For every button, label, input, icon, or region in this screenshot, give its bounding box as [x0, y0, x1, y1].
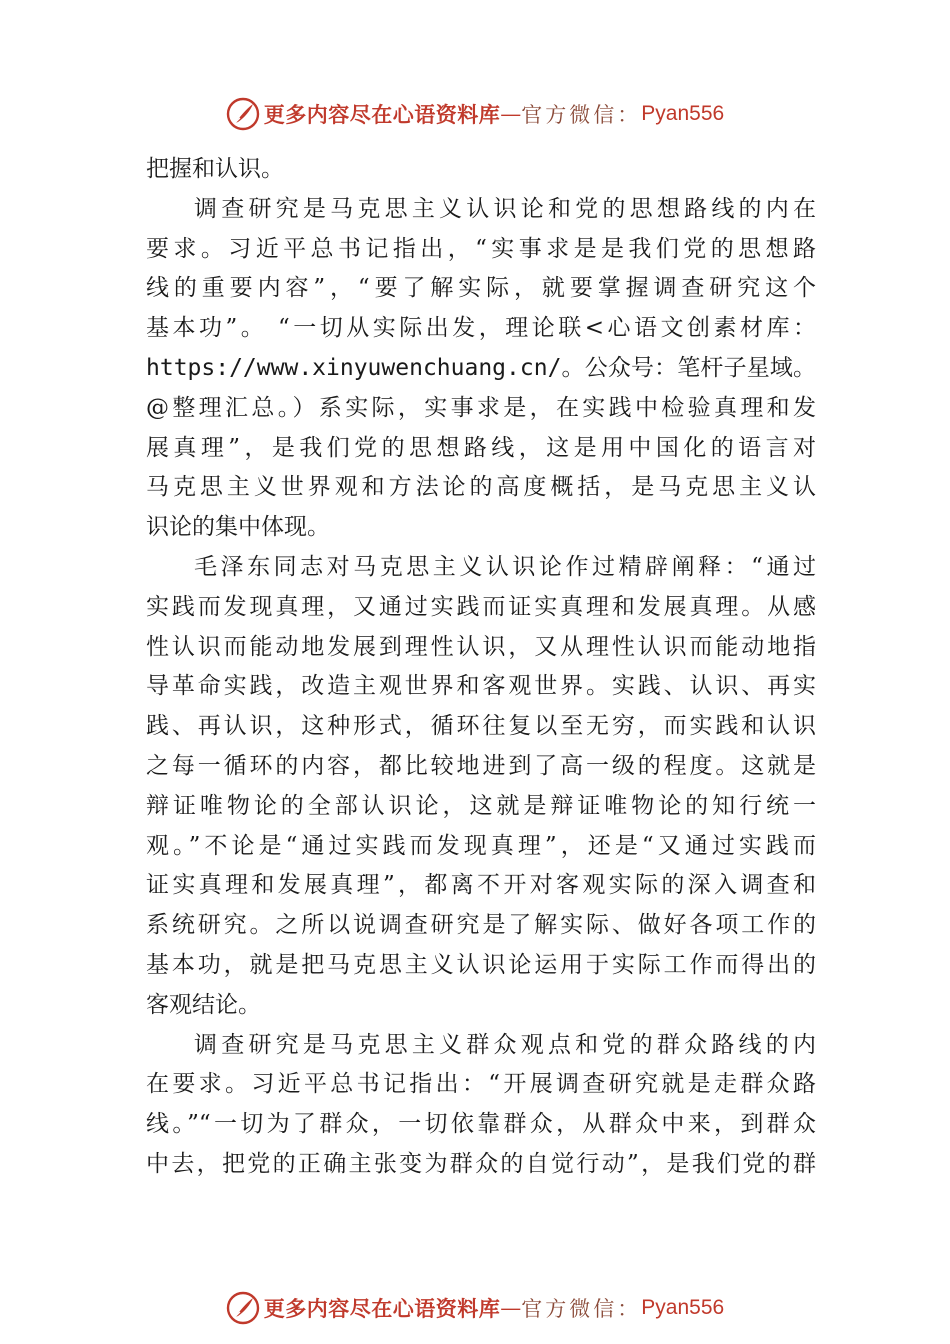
quill-seal-icon: [226, 1291, 260, 1325]
banner-label: 官方微信：: [521, 1297, 642, 1321]
text-line: 线的重要内容”，“要了解实际，就要掌握调查研究这个: [146, 275, 816, 302]
text-line: https://www.xinyuwenchuang.cn/。公众号：笔杆子星域。: [146, 354, 816, 381]
text-line: 导革命实践，改造主观世界和客观世界。实践、认识、再实: [146, 673, 816, 700]
text-line: 识论的集中体现。: [146, 514, 330, 541]
text-line: 调查研究是马克思主义群众观点和党的群众路线的内: [194, 1031, 816, 1058]
text-line: 客观结论。: [146, 991, 261, 1018]
document-body: [146, 150, 816, 1185]
text-line: 把握和认识。: [146, 156, 284, 182]
text-line: 线。”“一切为了群众，一切依靠群众，从群众中来，到群众: [146, 1111, 816, 1138]
banner-wechat-id: Pyan556: [641, 1296, 725, 1319]
text-line: 系统研究。之所以说调查研究是了解实际、做好各项工作的: [146, 912, 816, 939]
banner-brand: 更多内容尽在心语资料库: [263, 1296, 501, 1321]
text-line: 基本功，就是把马克思主义认识论运用于实际工作而得出的: [146, 951, 816, 978]
header-banner: [0, 94, 950, 134]
text-line: 毛泽东同志对马克思主义认识论作过精辟阐释：“通过: [194, 553, 816, 580]
text-line: 证实真理和发展真理”，都离不开对客观实际的深入调查和: [146, 872, 816, 899]
text-line: 性认识而能动地发展到理性认识，又从理性认识而能动地指: [146, 633, 816, 660]
banner-label: 官方微信：: [521, 103, 642, 127]
text-line: 之每一循环的内容，都比较地进到了高一级的程度。这就是: [146, 752, 816, 779]
banner-dash: —: [500, 102, 522, 126]
banner-brand: 更多内容尽在心语资料库: [263, 102, 501, 127]
text-line: 实践而发现真理，又通过实践而证实真理和发展真理。从感: [146, 593, 816, 620]
banner-dash: —: [500, 1296, 522, 1320]
text-line: @整理汇总。）系实际，实事求是，在实践中检验真理和发: [146, 394, 816, 421]
text-line: 马克思主义世界观和方法论的高度概括，是马克思主义认: [146, 474, 816, 501]
text-line: 基本功”。 “一切从实际出发，理论联<心语文创素材库：: [146, 315, 816, 342]
banner-wechat-id: Pyan556: [641, 102, 725, 125]
text-line: 辩证唯物论的全部认识论，这就是辩证唯物论的知行统一: [146, 792, 816, 819]
text-line: 调查研究是马克思主义认识论和党的思想路线的内在: [194, 195, 816, 222]
text-line: 践、再认识，这种形式，循环往复以至无穷，而实践和认识: [146, 713, 816, 740]
text-line: 要求。习近平总书记指出，“实事求是是我们党的思想路: [146, 235, 816, 262]
quill-seal-icon: [226, 97, 260, 131]
text-line: 在要求。习近平总书记指出：“开展调查研究就是走群众路: [146, 1071, 816, 1098]
text-line: 中去，把党的正确主张变为群众的自觉行动”，是我们党的群: [146, 1150, 816, 1177]
footer-banner: [0, 1288, 950, 1328]
text-line: 展真理”，是我们党的思想路线，这是用中国化的语言对: [146, 434, 816, 461]
text-line: 观。”不论是“通过实践而发现真理”，还是“又通过实践而: [146, 832, 816, 859]
